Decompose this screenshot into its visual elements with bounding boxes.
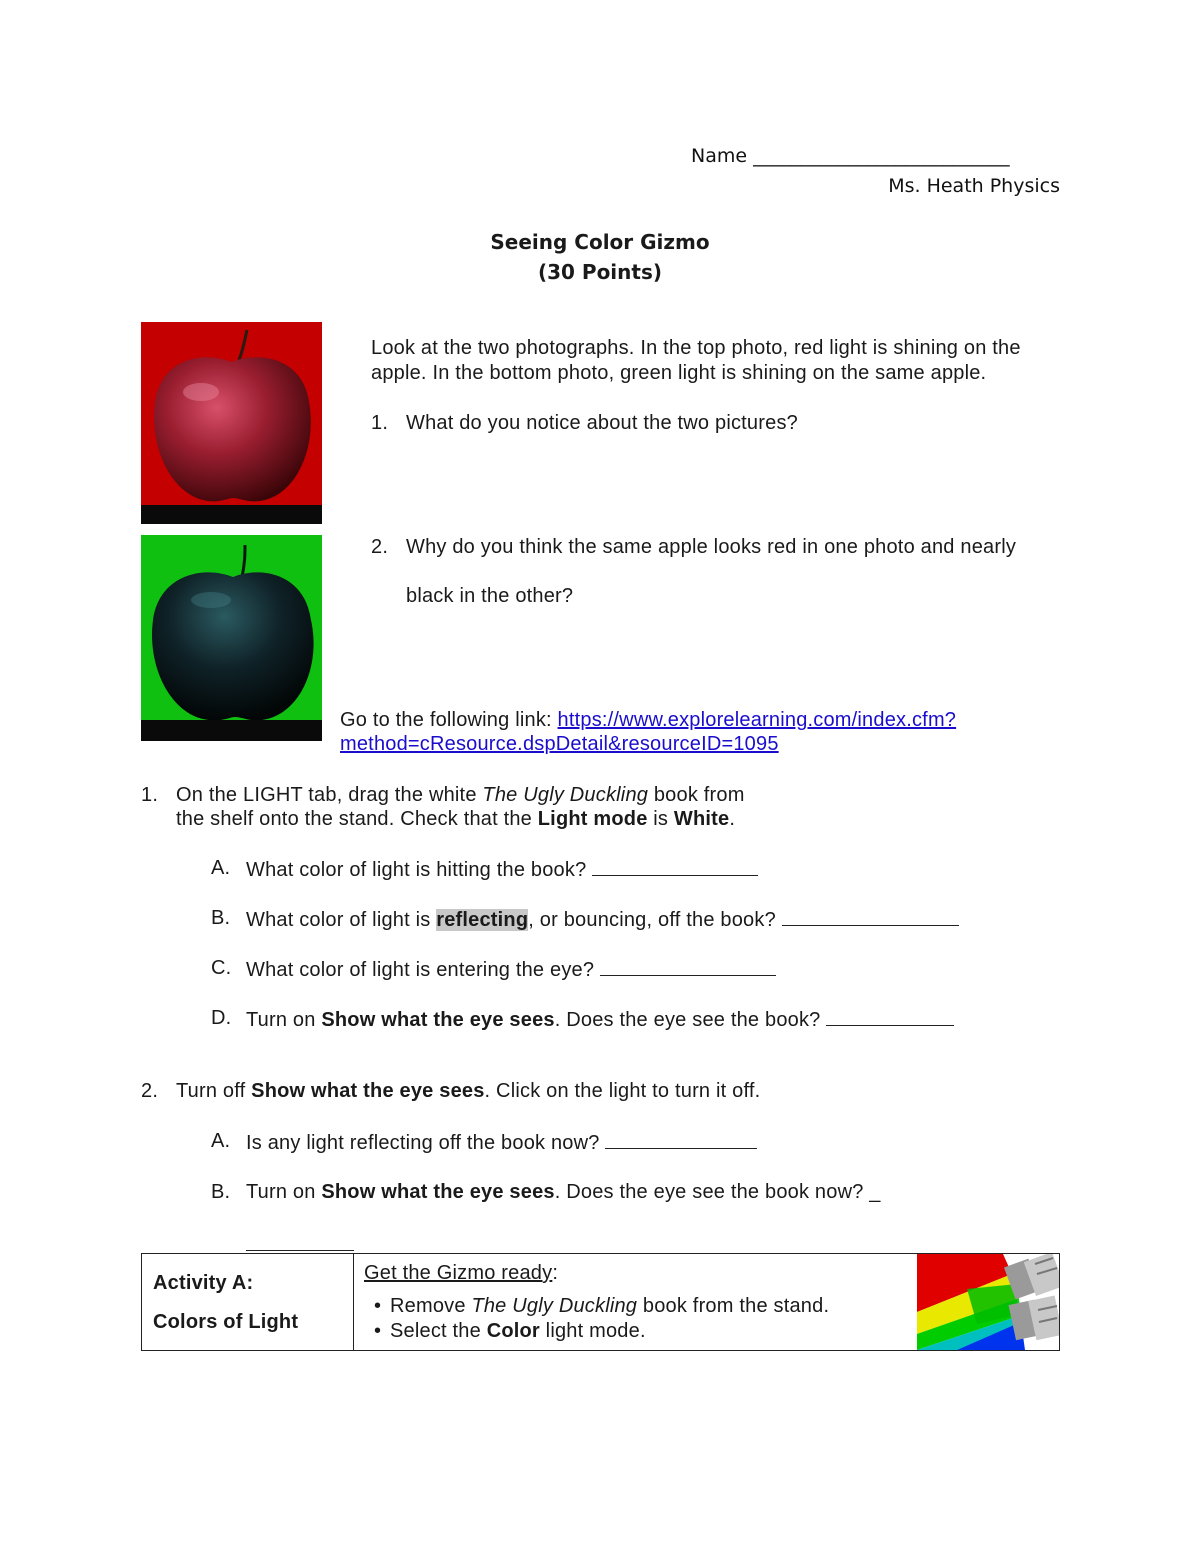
reflecting-term: reflecting (436, 909, 529, 931)
green-apple-photo (141, 535, 322, 741)
book-title: The Ugly Duckling (482, 784, 649, 806)
task2-text: . Click on the light to turn it off. (484, 1080, 761, 1102)
intro-q1-text: What do you notice about the two pictures? (406, 412, 798, 434)
page-subtitle: (30 Points) (537, 260, 663, 284)
link-prefix: Go to the following link: (340, 709, 558, 731)
activity-instructions-cell (354, 1254, 918, 1351)
task1-A-letter: A. (211, 857, 231, 879)
class-label: Ms. Heath Physics (888, 175, 1060, 197)
show-eye-sees-term: Show what the eye sees (251, 1080, 485, 1102)
bullet-1-text: book from the stand. (637, 1295, 830, 1317)
bullet-1 (374, 1295, 917, 1318)
task2-number: 2. (141, 1080, 159, 1102)
task1-C (246, 957, 776, 982)
answer-blank[interactable] (605, 1130, 757, 1149)
ready-heading-line (364, 1262, 917, 1285)
intro-q1-number: 1. (371, 412, 389, 434)
light-mode-term: Light mode (537, 808, 648, 830)
task1-A-text: What color of light is hitting the book? (246, 859, 593, 881)
gizmo-link-part-2[interactable]: method=cResource.dspDetail&resourceID=1095 (340, 733, 779, 755)
task1-B-text: What color of light is (246, 909, 437, 931)
flashlights-icon (917, 1254, 1059, 1350)
show-eye-sees-term: Show what the eye sees (321, 1009, 555, 1031)
answer-blank[interactable] (782, 907, 959, 926)
task1-D-text: . Does the eye see the book? (554, 1009, 827, 1031)
link-line-1 (340, 709, 956, 732)
intro-q2-text-2: black in the other? (406, 585, 574, 607)
bullet-2 (374, 1320, 917, 1343)
intro-q2-number: 2. (371, 536, 389, 558)
task1-B-text: , or bouncing, off the book? (528, 909, 782, 931)
gizmo-link-part-1[interactable]: https://www.explorelearning.com/index.cfm? (557, 709, 957, 731)
flashlight-image-cell (917, 1254, 1060, 1351)
bullet-dot: • (374, 1295, 382, 1317)
bullet-1-text: Remove (390, 1295, 472, 1317)
activity-name: Colors of Light (153, 1311, 299, 1333)
task2-B-text: . Does the eye see the book now? _ (554, 1181, 881, 1203)
activity-label-cell (142, 1254, 354, 1351)
answer-blank[interactable] (246, 1232, 354, 1251)
task1-text: . (729, 808, 736, 830)
red-apple-photo (141, 322, 322, 524)
task1-line-2 (176, 808, 735, 831)
bullet-2-text: light mode. (539, 1320, 646, 1342)
task1-line-1 (176, 784, 745, 807)
task2-A-letter: A. (211, 1130, 231, 1152)
bullet-2-text: Select the (390, 1320, 487, 1342)
task2-text: Turn off (176, 1080, 252, 1102)
bullet-dot: • (374, 1320, 382, 1342)
page-title: Seeing Color Gizmo (490, 230, 710, 254)
intro-line-1: Look at the two photographs. In the top photo, red light is shining on the (371, 337, 1021, 359)
ready-colon: : (552, 1262, 559, 1284)
task1-B-letter: B. (211, 907, 231, 929)
white-term: White (673, 808, 730, 830)
task2-A (246, 1130, 757, 1155)
activity-table (141, 1253, 1060, 1351)
answer-blank[interactable] (592, 857, 758, 876)
book-title: The Ugly Duckling (471, 1295, 638, 1317)
ready-heading: Get the Gizmo ready (364, 1262, 553, 1284)
answer-blank[interactable] (826, 1007, 954, 1026)
task2-B (246, 1181, 881, 1204)
link-line-2 (340, 733, 779, 756)
task1-text: is (647, 808, 674, 830)
task1-A (246, 857, 758, 882)
task1-number: 1. (141, 784, 159, 806)
task1-D (246, 1007, 954, 1032)
task1-C-text: What color of light is entering the eye? (246, 959, 600, 981)
activity-label: Activity A: (153, 1272, 254, 1294)
intro-q2-text-1: Why do you think the same apple looks red in one photo and nearly (406, 536, 1017, 558)
task1-D-text: Turn on (246, 1009, 322, 1031)
task2-line (176, 1080, 760, 1103)
show-eye-sees-term: Show what the eye sees (321, 1181, 555, 1203)
answer-blank[interactable] (600, 957, 776, 976)
task2-B-letter: B. (211, 1181, 231, 1203)
task1-D-letter: D. (211, 1007, 232, 1029)
task1-text: book from (648, 784, 745, 806)
task2-B-text: Turn on (246, 1181, 322, 1203)
name-line[interactable]: Name ___________________________ (691, 145, 1010, 167)
task1-text: On the LIGHT tab, drag the white (176, 784, 483, 806)
intro-line-2: apple. In the bottom photo, green light is shining on the same apple. (371, 362, 987, 384)
color-term: Color (486, 1320, 540, 1342)
task1-text: the shelf onto the stand. Check that the (176, 808, 538, 830)
task1-B (246, 907, 959, 932)
task1-C-letter: C. (211, 957, 232, 979)
task2-A-text: Is any light reflecting off the book now? (246, 1132, 606, 1154)
